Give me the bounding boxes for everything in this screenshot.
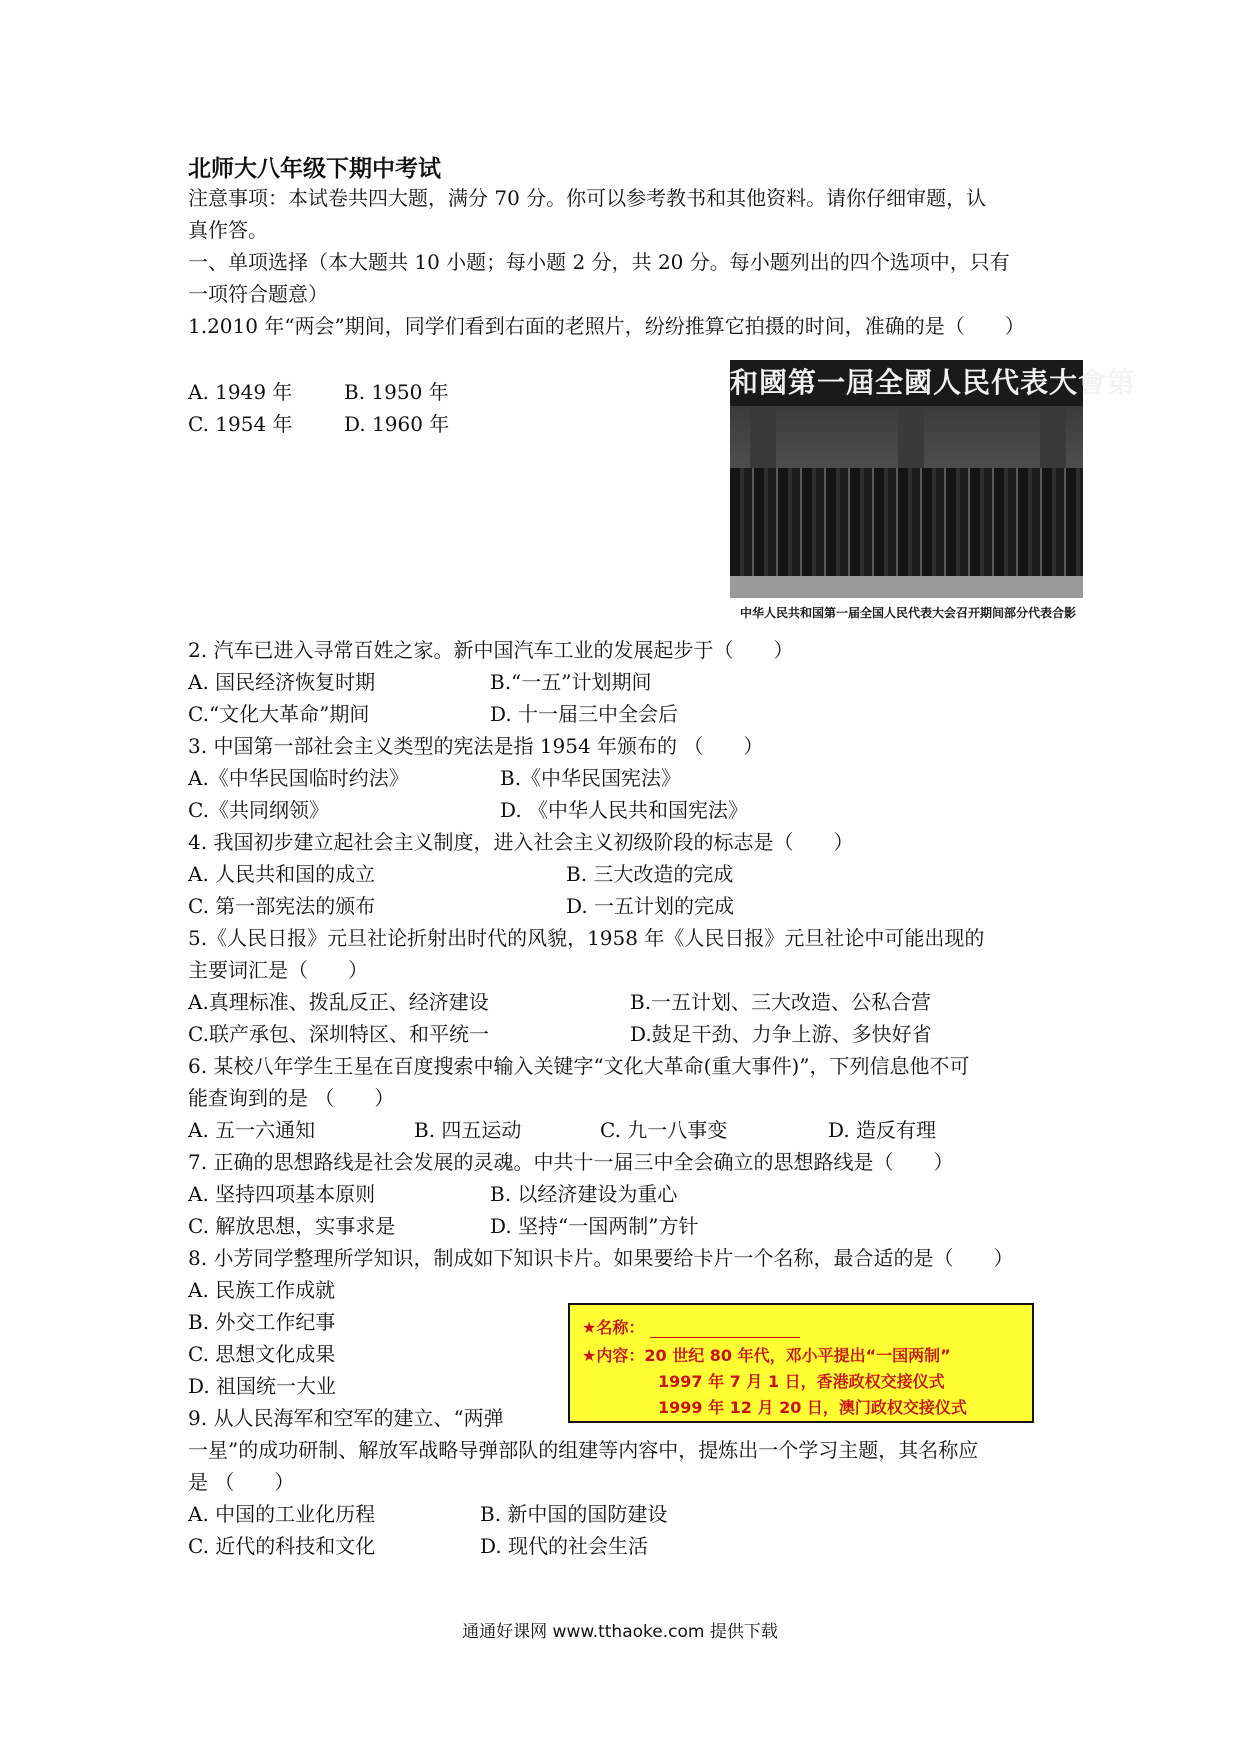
q6-option-c: C. 九一八事变 (600, 1118, 728, 1142)
section-heading-2: 一项符合题意） (188, 282, 328, 306)
q5-stem-line-2: 主要词汇是（ ） (188, 958, 368, 982)
q6-stem-line-1: 6. 某校八年学生王星在百度搜索中输入关键字“文化大革命(重大事件)”，下列信息他不可 (188, 1054, 970, 1078)
q7-option-d: D. 坚持“一国两制”方针 (490, 1214, 699, 1238)
q3-option-d: D. 《中华人民共和国宪法》 (500, 798, 749, 822)
q6-option-b: B. 四五运动 (414, 1118, 522, 1142)
q5-option-d: D.鼓足干劲、力争上游、多快好省 (630, 1022, 932, 1046)
q9-option-c: C. 近代的科技和文化 (188, 1534, 376, 1558)
q4-option-d: D. 一五计划的完成 (566, 894, 735, 918)
q4-stem: 4. 我国初步建立起社会主义制度，进入社会主义初级阶段的标志是（ ） (188, 830, 854, 854)
q8-option-d: D. 祖国统一大业 (188, 1374, 337, 1398)
q1-option-c: C. 1954 年 (188, 412, 293, 436)
q5-option-a: A.真理标准、拨乱反正、经济建设 (188, 990, 489, 1014)
page-footer: 通通好课网 www.tthaoke.com 提供下载 (462, 1622, 778, 1642)
q1-stem: 1.2010 年“两会”期间，同学们看到右面的老照片，纷纷推算它拍摄的时间，准确的是（ ） (188, 314, 1025, 338)
historical-photo (730, 360, 1137, 598)
q4-option-c: C. 第一部宪法的颁布 (188, 894, 376, 918)
notice-line-2: 真作答。 (188, 218, 268, 242)
photo-crowd (730, 468, 1083, 578)
q3-option-a: A.《中华民国临时约法》 (188, 766, 409, 790)
knowledge-card (568, 1303, 1034, 1423)
notice-line-1: 注意事项：本试卷共四大题，满分 70 分。你可以参考教书和其他资料。请你仔细审题，认 (188, 186, 987, 210)
q1-option-d: D. 1960 年 (344, 412, 450, 436)
q6-option-d: D. 造反有理 (828, 1118, 937, 1142)
q9-stem-line-1: 9. 从人民海军和空军的建立、“两弹 (188, 1406, 504, 1430)
card-name-blank (650, 1319, 800, 1338)
q8-option-b: B. 外交工作纪事 (188, 1310, 336, 1334)
q8-stem: 8. 小芳同学整理所学知识，制成如下知识卡片。如果要给卡片一个名称，最合适的是（ ） (188, 1246, 1014, 1270)
q2-option-c: C.“文化大革命”期间 (188, 702, 370, 726)
q1-option-b: B. 1950 年 (344, 380, 449, 404)
card-content-line-1: 20 世纪 80 年代，邓小平提出“一国两制” (644, 1346, 951, 1365)
page-title: 北师大八年级下期中考试 (188, 156, 441, 182)
q5-option-c: C.联产承包、深圳特区、和平统一 (188, 1022, 489, 1046)
card-content-row (582, 1343, 951, 1366)
q7-stem: 7. 正确的思想路线是社会发展的灵魂。中共十一届三中全会确立的思想路线是（ ） (188, 1150, 954, 1174)
q5-option-b: B.一五计划、三大改造、公私合营 (630, 990, 932, 1014)
q2-stem: 2. 汽车已进入寻常百姓之家。新中国汽车工业的发展起步于（ ） (188, 638, 794, 662)
q9-option-d: D. 现代的社会生活 (480, 1534, 649, 1558)
card-content-line-2: 1997 年 7 月 1 日，香港政权交接仪式 (658, 1372, 945, 1391)
q4-option-b: B. 三大改造的完成 (566, 862, 734, 886)
photo-floor (730, 576, 1083, 598)
q5-stem-line-1: 5.《人民日报》元旦社论折射出时代的风貌，1958 年《人民日报》元旦社论中可能出现的 (188, 926, 985, 950)
q9-option-a: A. 中国的工业化历程 (188, 1502, 376, 1526)
q7-option-b: B. 以经济建设为重心 (490, 1182, 678, 1206)
card-content-line-3: 1999 年 12 月 20 日，澳门政权交接仪式 (658, 1398, 967, 1417)
q8-option-a: A. 民族工作成就 (188, 1278, 336, 1302)
q9-stem-line-3: 是 （ ） (188, 1470, 295, 1494)
q3-option-b: B.《中华民国宪法》 (500, 766, 682, 790)
card-name-row (582, 1315, 800, 1338)
card-name-label: ★名称： (582, 1318, 645, 1337)
q7-option-c: C. 解放思想，实事求是 (188, 1214, 396, 1238)
photo-caption: 中华人民共和国第一届全国人民代表大会召开期间部分代表合影 (740, 606, 1077, 620)
q2-option-a: A. 国民经济恢复时期 (188, 670, 376, 694)
q3-option-c: C.《共同纲领》 (188, 798, 329, 822)
q6-option-a: A. 五一六通知 (188, 1118, 316, 1142)
photo-banner: 和國第一屆全國人民代表大會第 (730, 360, 1083, 406)
q2-option-d: D. 十一届三中全会后 (490, 702, 679, 726)
q7-option-a: A. 坚持四项基本原则 (188, 1182, 376, 1206)
card-content-label: ★内容： (582, 1346, 645, 1365)
q8-option-c: C. 思想文化成果 (188, 1342, 336, 1366)
q3-stem: 3. 中国第一部社会主义类型的宪法是指 1954 年颁布的 （ ） (188, 734, 764, 758)
q4-option-a: A. 人民共和国的成立 (188, 862, 376, 886)
q9-option-b: B. 新中国的国防建设 (480, 1502, 668, 1526)
section-heading-1: 一、单项选择（本大题共 10 小题；每小题 2 分，共 20 分。每小题列出的四个选项中，只有 (188, 250, 1010, 274)
q6-stem-line-2: 能查询到的是 （ ） (188, 1086, 395, 1110)
q1-option-a: A. 1949 年 (188, 380, 293, 404)
q9-stem-line-2: 一星”的成功研制、解放军战略导弹部队的组建等内容中，提炼出一个学习主题，其名称应 (188, 1438, 979, 1462)
q2-option-b: B.“一五”计划期间 (490, 670, 652, 694)
